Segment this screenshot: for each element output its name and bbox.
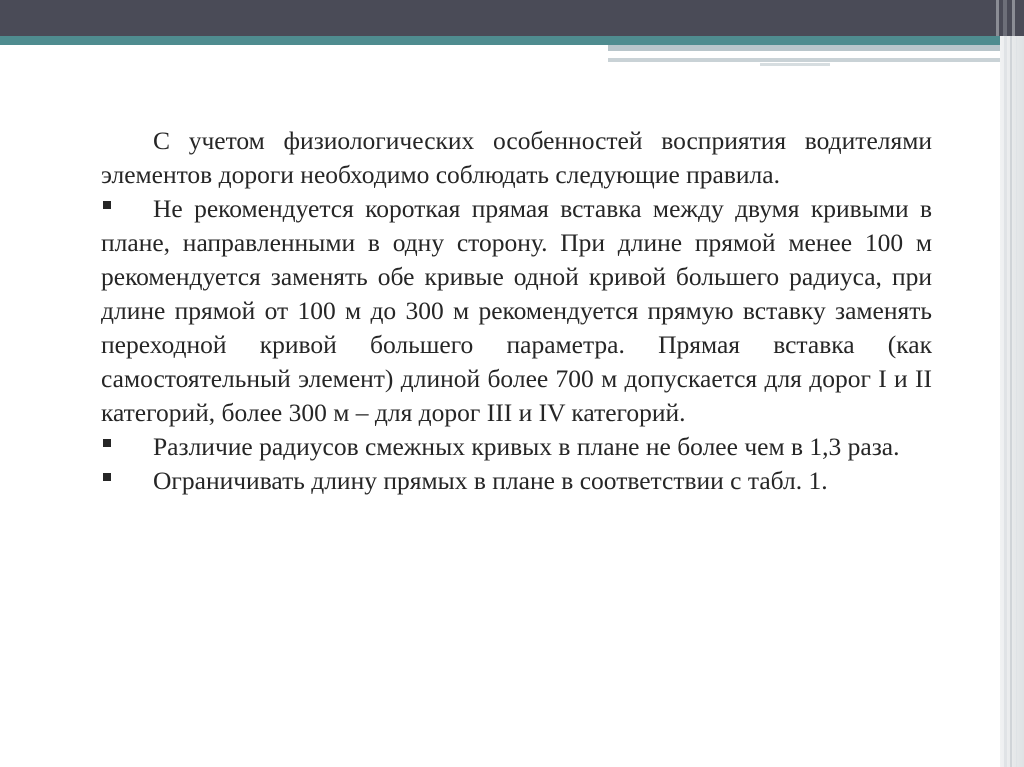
bullet-text: Не рекомендуется короткая прямая вставка между двумя кривыми в плане, направленными в одну сторону. При длине прямой менее 100 м рекомендуется заменять обе кривые одной кривой большего радиуса, при длине прямой от 100 м до 300 м рекомендуется прямую вставку заменять переходной кривой большего параметра. Прямая вставка (как самостоятельный элемент) длиной более 700 м допускается для дорог I и II категорий, более 300 м – для дорог III и IV категорий. — [101, 194, 932, 427]
edge-stripe — [1010, 36, 1012, 767]
bullet-text: Ограничивать длину прямых в плане в соответствии с табл. 1. — [153, 466, 828, 495]
edge-stripe — [1016, 36, 1017, 767]
header-band-teal — [0, 36, 1024, 45]
bullet-text: Различие радиусов смежных кривых в плане не более чем в 1,3 раза. — [153, 432, 900, 461]
square-bullet-icon — [103, 201, 111, 209]
intro-paragraph: С учетом физиологических особенностей восприятия водителями элементов дороги необходимо соблюдать следующие правила. — [101, 126, 932, 189]
corner-stripe — [996, 0, 999, 36]
edge-stripe — [1004, 36, 1007, 767]
slide-body — [101, 124, 932, 498]
bullet-item — [101, 430, 932, 464]
square-bullet-icon — [103, 439, 111, 447]
header-accent-line — [608, 58, 1024, 62]
header-accent-line — [760, 63, 830, 66]
bullet-item — [101, 192, 932, 430]
header-accent-line — [608, 45, 1024, 51]
header-band-dark — [0, 0, 1024, 36]
square-bullet-icon — [103, 473, 111, 481]
bullet-item — [101, 464, 932, 498]
corner-stripe — [1003, 0, 1007, 36]
corner-stripe — [1012, 0, 1015, 36]
